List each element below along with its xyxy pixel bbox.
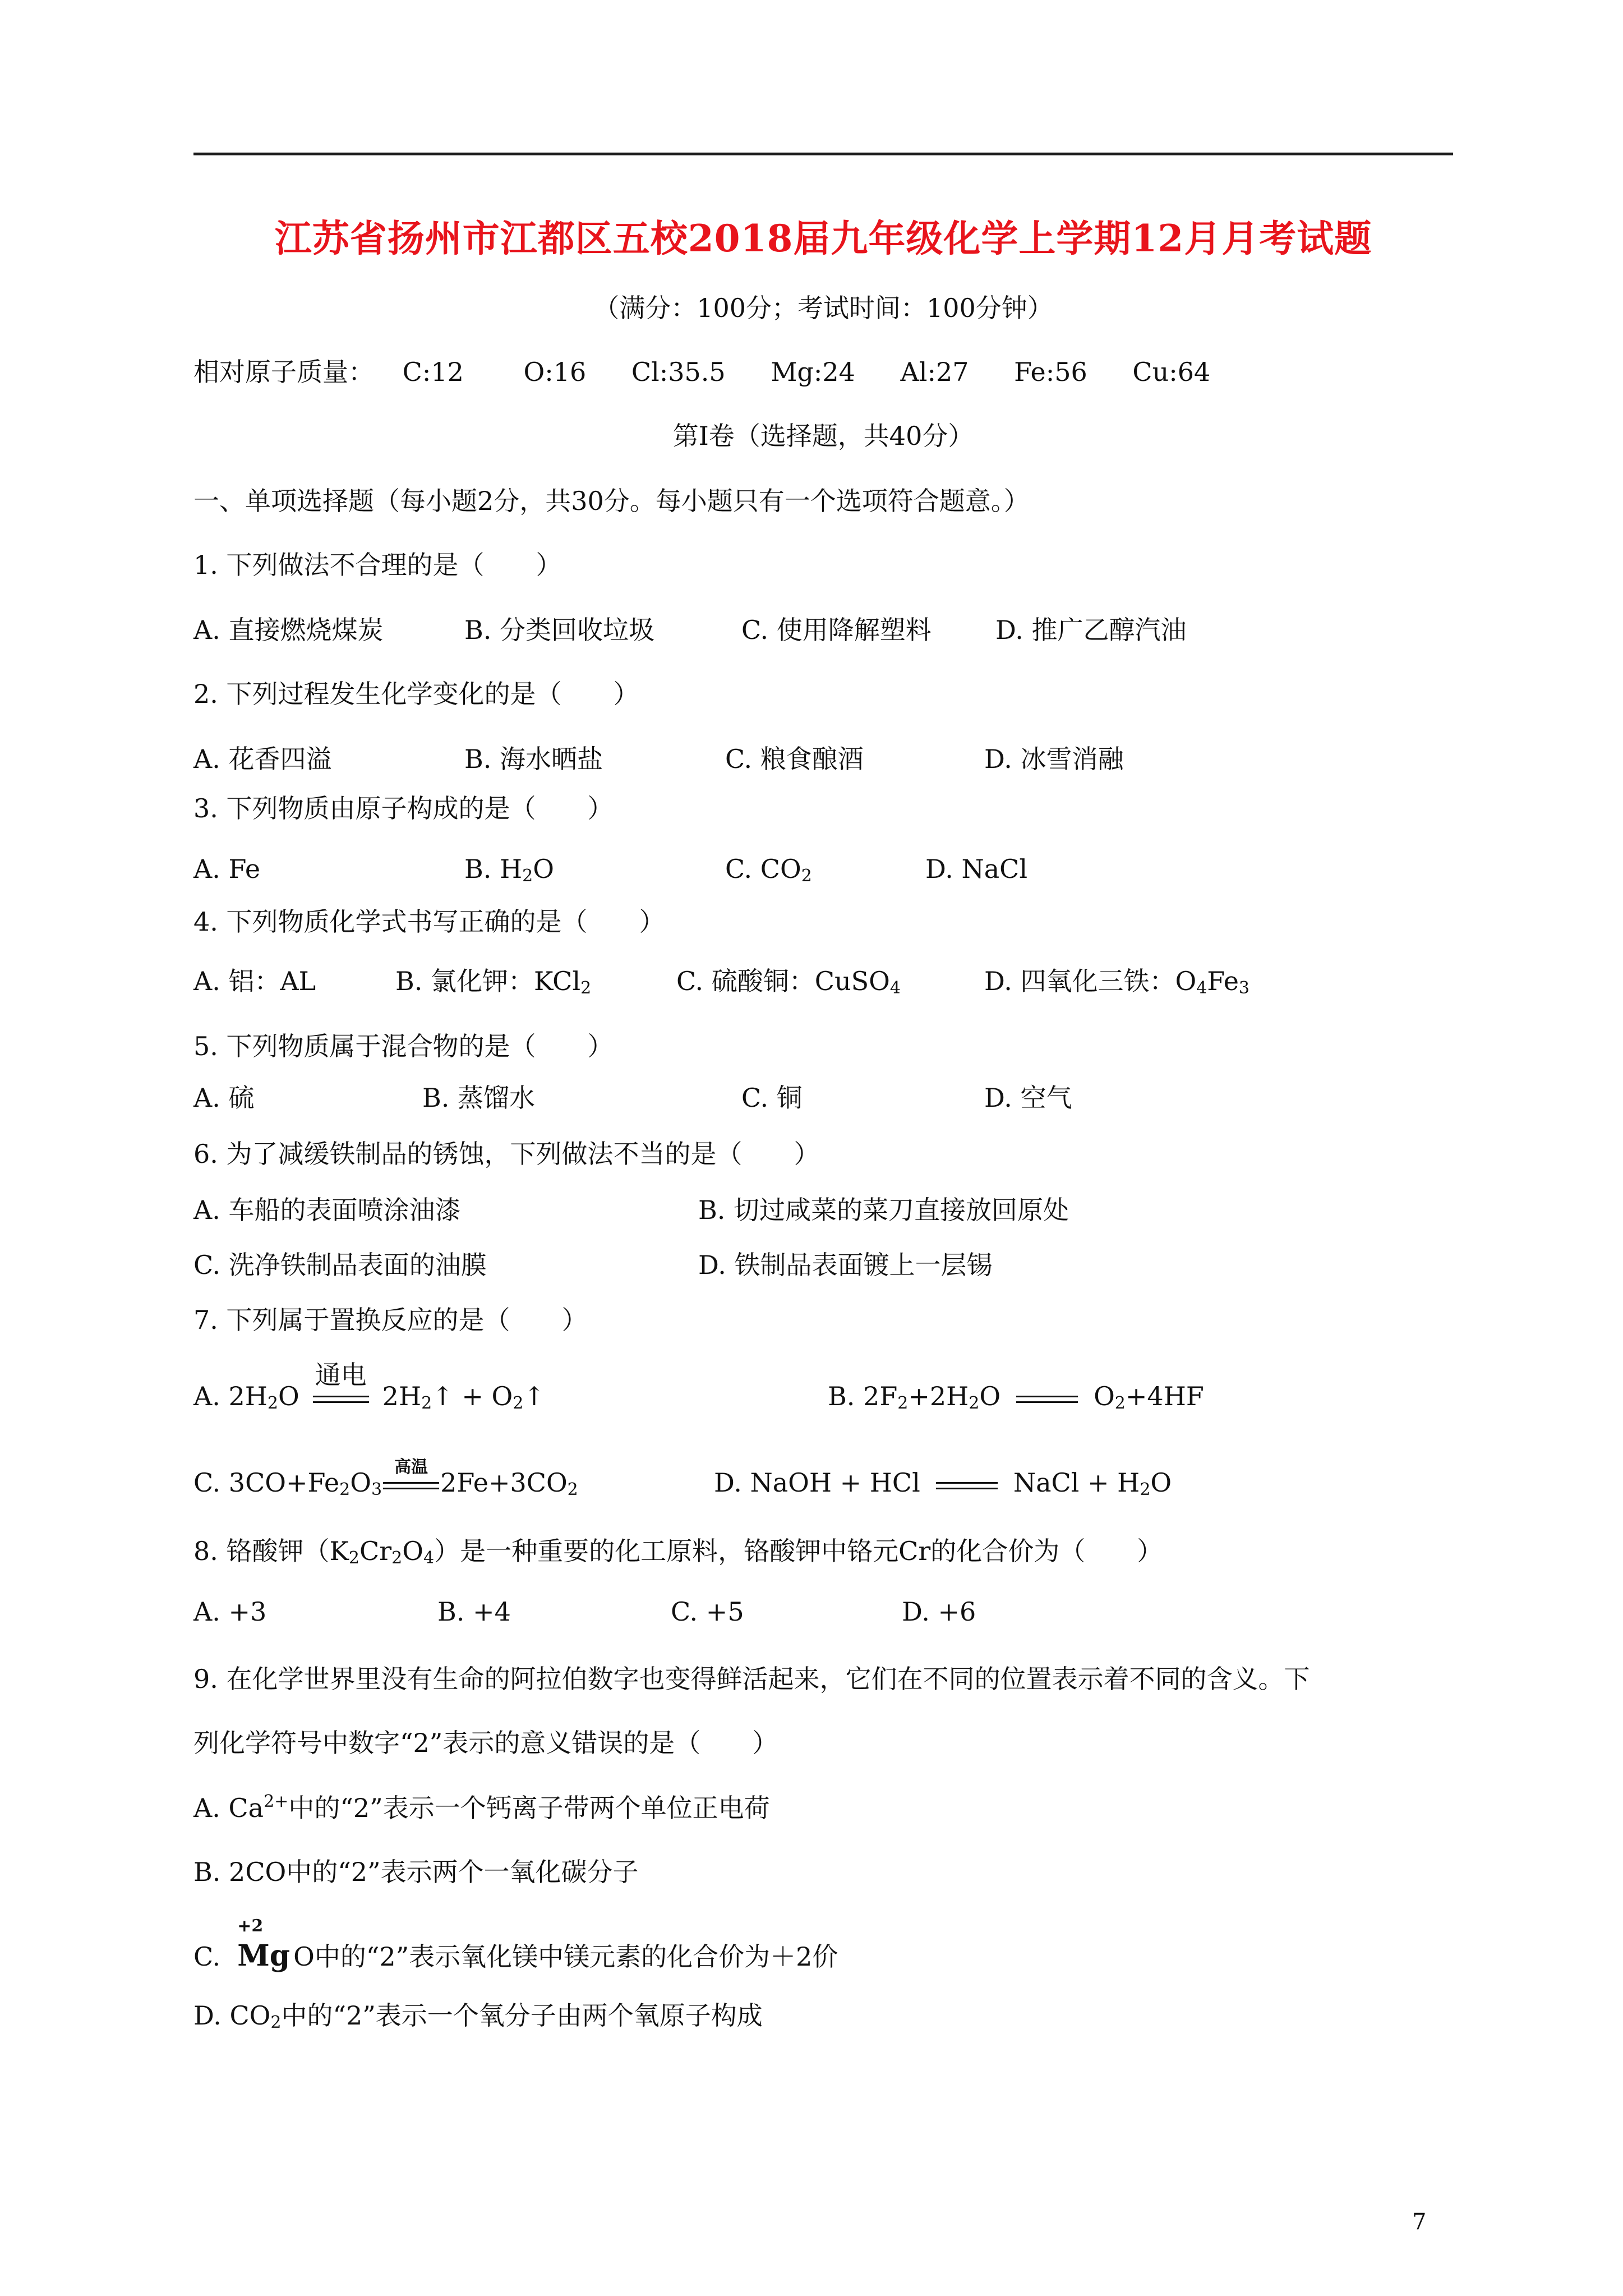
q9-option-d: D. $CO_2$中的“2”表示一个氧分子由两个氧原子构成 <box>193 2000 763 2032</box>
header-rule <box>193 153 1453 155</box>
atomic-mass-c: C:12 <box>402 357 464 387</box>
q5-option-d: D. 空气 <box>984 1083 1072 1113</box>
q4-option-d: D. 四氧化三铁：$O_4Fe_3$ <box>984 966 1250 998</box>
atomic-mass-cl: Cl:35.5 <box>631 357 726 387</box>
q7-option-b: B. $2F_2+2H_2O$ $O_2+4HF$ <box>828 1381 1204 1413</box>
q5-option-b: B. 蒸馏水 <box>422 1083 536 1113</box>
magnesium-valence-symbol: +2 Mg <box>237 1916 291 1973</box>
q8-option-c: C. +5 <box>671 1596 744 1627</box>
q6-option-d: D. 铁制品表面镀上一层锡 <box>698 1250 993 1280</box>
q9-stem-line2: 列化学符号中数字“2”表示的意义错误的是（ ） <box>193 1728 778 1758</box>
q1-option-b: B. 分类回收垃圾 <box>464 615 655 645</box>
equation-equals <box>1016 1386 1078 1411</box>
q2-stem: 2. 下列过程发生化学变化的是（ ） <box>193 679 639 709</box>
atomic-mass-al: Al:27 <box>900 357 969 387</box>
q9-option-a: A. $Ca^{2+}$中的“2”表示一个钙离子带两个单位正电荷 <box>193 1792 770 1823</box>
volume-header: 第Ⅰ卷（选择题，共40分） <box>672 421 974 451</box>
valence-mark: +2 <box>237 1916 264 1936</box>
q6-stem: 6. 为了减缓铁制品的锈蚀，下列做法不当的是（ ） <box>193 1139 820 1169</box>
q2-option-d: D. 冰雪消融 <box>984 744 1124 774</box>
q6-option-a: A. 车船的表面喷涂油漆 <box>193 1195 461 1225</box>
q9-option-c: C. +2 Mg O中的“2”表示氧化镁中镁元素的化合价为＋2价 <box>193 1916 838 1973</box>
q3-option-b: B. $H_2O$ <box>464 854 554 886</box>
condition-high-temp-label: 高温 <box>394 1457 428 1477</box>
q9-stem-line1: 9. 在化学世界里没有生命的阿拉伯数字也变得鲜活起来，它们在不同的位置表示着不同的含义。下 <box>193 1664 1310 1694</box>
page-number: 7 <box>1412 2209 1427 2235</box>
q6-option-b: B. 切过咸菜的菜刀直接放回原处 <box>698 1195 1069 1225</box>
q4-option-a: A. 铝：AL <box>193 966 316 996</box>
atomic-mass-line <box>193 357 1210 388</box>
q7-option-c: C. $3CO+Fe_2O_3$ 高温 $2Fe+3CO_2$ <box>193 1457 578 1499</box>
q3-option-a: A. Fe <box>193 854 261 884</box>
q8-option-a: A. +3 <box>193 1596 267 1627</box>
q5-option-a: A. 硫 <box>193 1083 255 1113</box>
equation-equals <box>936 1472 998 1498</box>
q5-option-c: C. 铜 <box>741 1083 803 1113</box>
q3-stem: 3. 下列物质由原子构成的是（ ） <box>193 793 614 823</box>
atomic-mass-cu: Cu:64 <box>1132 357 1211 387</box>
q5-stem: 5. 下列物质属于混合物的是（ ） <box>193 1031 614 1061</box>
electrolysis-condition <box>313 1360 369 1411</box>
section-header: 一、单项选择题（每小题2分，共30分。每小题只有一个选项符合题意。） <box>193 486 1030 516</box>
q1-stem: 1. 下列做法不合理的是（ ） <box>193 550 562 580</box>
q8-option-b: B. +4 <box>437 1596 511 1627</box>
q1-option-d: D. 推广乙醇汽油 <box>995 615 1187 645</box>
exam-subtitle: （满分：100分；考试时间：100分钟） <box>593 293 1053 323</box>
q7-option-a: A. $2H_2O$ 通电 $2H_2↑$ + $O_2↑$ <box>193 1360 545 1413</box>
q8-option-d: D. +6 <box>902 1596 976 1627</box>
q2-option-b: B. 海水晒盐 <box>464 744 603 774</box>
atomic-mass-o: O:16 <box>523 357 587 387</box>
q7-option-d: D. NaOH + HCl NaCl + $H_2O$ <box>714 1467 1172 1499</box>
q4-option-b: B. 氯化钾：KCl$_2$ <box>395 966 592 998</box>
q9-option-b: B. 2CO中的“2”表示两个一氧化碳分子 <box>193 1857 639 1887</box>
q1-option-c: C. 使用降解塑料 <box>741 615 932 645</box>
exam-title: 江苏省扬州市江都区五校2018届九年级化学上学期12月月考试题 <box>274 217 1372 260</box>
high-temp-condition <box>383 1457 439 1498</box>
q2-option-a: A. 花香四溢 <box>193 744 332 774</box>
q6-option-c: C. 洗净铁制品表面的油膜 <box>193 1250 487 1280</box>
atomic-mass-mg: Mg:24 <box>771 357 855 387</box>
q2-option-c: C. 粮食酿酒 <box>725 744 864 774</box>
atomic-mass-fe: Fe:56 <box>1014 357 1087 387</box>
q7-stem: 7. 下列属于置换反应的是（ ） <box>193 1305 588 1335</box>
q3-option-d: D. NaCl <box>925 854 1028 884</box>
condition-electric-label: 通电 <box>315 1360 367 1390</box>
q3-option-c: C. $CO_2$ <box>725 854 812 886</box>
q1-option-a: A. 直接燃烧煤炭 <box>193 615 384 645</box>
q8-stem: 8. 铬酸钾$(K_2Cr_2O_4)$是一种重要的化工原料，铬酸钾中铬元Cr的化合价为（ ） <box>193 1536 1163 1568</box>
atomic-mass-label: 相对原子质量： <box>193 357 374 387</box>
q4-option-c: C. 硫酸铜：CuSO$_4$ <box>676 966 901 998</box>
q4-stem: 4. 下列物质化学式书写正确的是（ ） <box>193 907 665 937</box>
